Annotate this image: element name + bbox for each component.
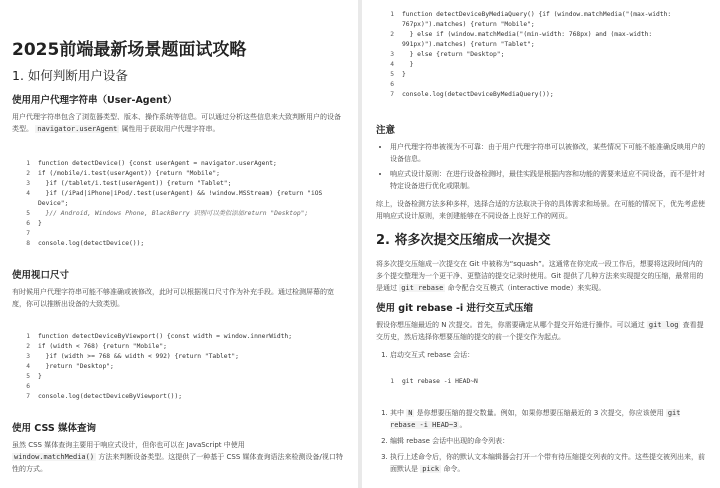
code-line: 3 } else {return "Desktop";: [390, 51, 505, 58]
css-paragraph: 虽然 CSS 媒体查询主要用于响应式设计，但你也可以在 JavaScript 中使用 window.matchMedia() 方法来判断设备类型。这提供了一种基于 CSS 媒体查询语法来检测设备/视口特性的方式。: [12, 441, 343, 473]
css-heading: 使用 CSS 媒体查询: [12, 423, 97, 434]
left-page: [0, 0, 358, 488]
notes-list: [376, 141, 708, 192]
code-block-media-query: [376, 4, 708, 106]
viewport-paragraph: 有时候用户代理字符串可能不够准确或被修改，此时可以根据视口尺寸作为补充手段。通过检测屏幕的宽度，你可以推断出设备的大致类别。: [12, 288, 334, 308]
ua-heading: 使用用户代理字符串（User-Agent）: [12, 95, 177, 106]
inline-code: git log: [648, 321, 679, 329]
inline-code: N: [408, 409, 413, 417]
inline-code: navigator.userAgent: [37, 125, 118, 133]
code-line: 5 }: [26, 373, 42, 380]
code-line: 1 function detectDeviceByMediaQuery() {if (window.matchMedia("(max-width: 767px)").matches) {return "Mobile";: [390, 11, 675, 28]
steps-list-2: [376, 407, 708, 475]
code-line: 4 }if (/iPad|iPhone|iPod/.test(userAgent) && !window.MSStream) {return "iOS Device";: [26, 190, 327, 207]
code-line: 6: [390, 81, 394, 88]
section2-paragraph: 将多次提交压缩成一次提交在 Git 中被称为“squash”。这通常在你完成一段工作后，想要将这段时间内的多个提交整理为一个更干净、更整洁的提交记录时使用。Git 提供了几种方法来实现提交的压缩，最常用的是通过 git rebase 命令配合交互模式（interactive mode）来实现。: [376, 260, 704, 292]
code-line: 7 console.log(detectDeviceByViewport());: [26, 393, 183, 400]
rebase-paragraph: 假设你想压缩最近的 N 次提交。首先，你需要确定从哪个提交开始进行操作。可以通过 git log 查看提交历史，然后选择你想要压缩的提交的前一个提交作为起点。: [376, 321, 704, 341]
code-line: 8 console.log(detectDevice());: [26, 240, 145, 247]
code-line: 7: [26, 230, 30, 237]
list-item: 3. 执行上述命令后，你的默认文本编辑器会打开一个带有待压缩提交列表的文件。这些提交被列出来，前面默认是 pick 命令。: [390, 451, 708, 475]
code-line: 1 function detectDevice() {const userAgent = navigator.userAgent;: [26, 160, 277, 167]
inline-code: window.matchMedia(): [14, 453, 95, 461]
code-line: 6 }: [26, 220, 42, 227]
code-line: 5 }: [390, 71, 406, 78]
code-block-rebase: [376, 371, 708, 393]
summary-paragraph: 综上，设备检测方法多种多样，选择合适的方法取决于你的具体需求和场景。在可能的情况下，优先考虑使用响应式设计原则，来创建能够在不同设备上良好工作的网页。: [376, 200, 705, 220]
inline-code: pick: [422, 465, 440, 473]
notes-heading: 注意: [376, 125, 396, 136]
list-item: • 用户代理字符串被视为不可靠：由于用户代理字符串可以被修改，某些情况下可能不能准确反映用户的设备信息。: [390, 141, 708, 165]
steps-list-1: [376, 349, 708, 361]
list-item: 2. 编辑 rebase 会话中出现的命令列表：: [390, 435, 708, 447]
viewport-heading: 使用视口尺寸: [12, 270, 70, 281]
list-item: 1. 其中 N 是你想要压缩的提交数量。例如，如果你想要压缩最近的 3 次提交，你应该使用 git rebase -i HEAD~3 。: [390, 407, 708, 431]
inline-code: git rebase -i HEAD~3: [390, 409, 681, 429]
code-block-detect-device: [12, 153, 346, 255]
rebase-heading: 使用 git rebase -i 进行交互式压缩: [376, 303, 533, 314]
section1-heading: 1. 如何判断用户设备: [12, 68, 128, 83]
code-line: 1 function detectDeviceByViewport() {const width = window.innerWidth;: [26, 333, 293, 340]
code-line: 2 if (/mobile/i.test(userAgent)) {return "Mobile";: [26, 170, 220, 177]
inline-code: git rebase: [401, 284, 444, 292]
list-item: 1. 启动交互式 rebase 会话：: [390, 349, 708, 361]
code-line: 3 }if (/tablet/i.test(userAgent)) {return "Tablet";: [26, 180, 232, 187]
code-block-viewport: [12, 326, 346, 408]
code-line: 4 }: [390, 61, 414, 68]
list-item: • 响应式设计原则：在进行设备检测时，最佳实践是根据内容和功能的需要来适应不同设备，而不是针对特定设备进行优化或限制。: [390, 168, 708, 192]
code-line: 7 console.log(detectDeviceByMediaQuery());: [390, 91, 554, 98]
right-page: [362, 0, 720, 488]
code-line: 2 } else if (window.matchMedia("(min-width: 768px) and (max-width: 991px)").matches) {return "Tablet";: [390, 31, 657, 48]
code-line: 4 }return "Desktop";: [26, 363, 114, 370]
ua-paragraph: 用户代理字符串包含了浏览器类型、版本、操作系统等信息。可以通过分析这些信息来大致判断用户的设备类型。 navigator.userAgent 属性用于获取用户代理字符串。: [12, 113, 341, 133]
code-line: 6: [26, 383, 30, 390]
document-title: 2025前端最新场景题面试攻略: [12, 40, 247, 60]
code-line: 2 if (width < 768) {return "Mobile";: [26, 343, 167, 350]
code-line: 5 }// Android, Windows Phone, BlackBerry 识别可以类似添加return "Desktop";: [26, 210, 309, 217]
section2-heading: 2. 将多次提交压缩成一次提交: [376, 233, 551, 248]
code-line: 1 git rebase -i HEAD~N: [390, 378, 478, 385]
code-line: 3 }if (width >= 768 && width < 992) {return "Tablet";: [26, 353, 239, 360]
